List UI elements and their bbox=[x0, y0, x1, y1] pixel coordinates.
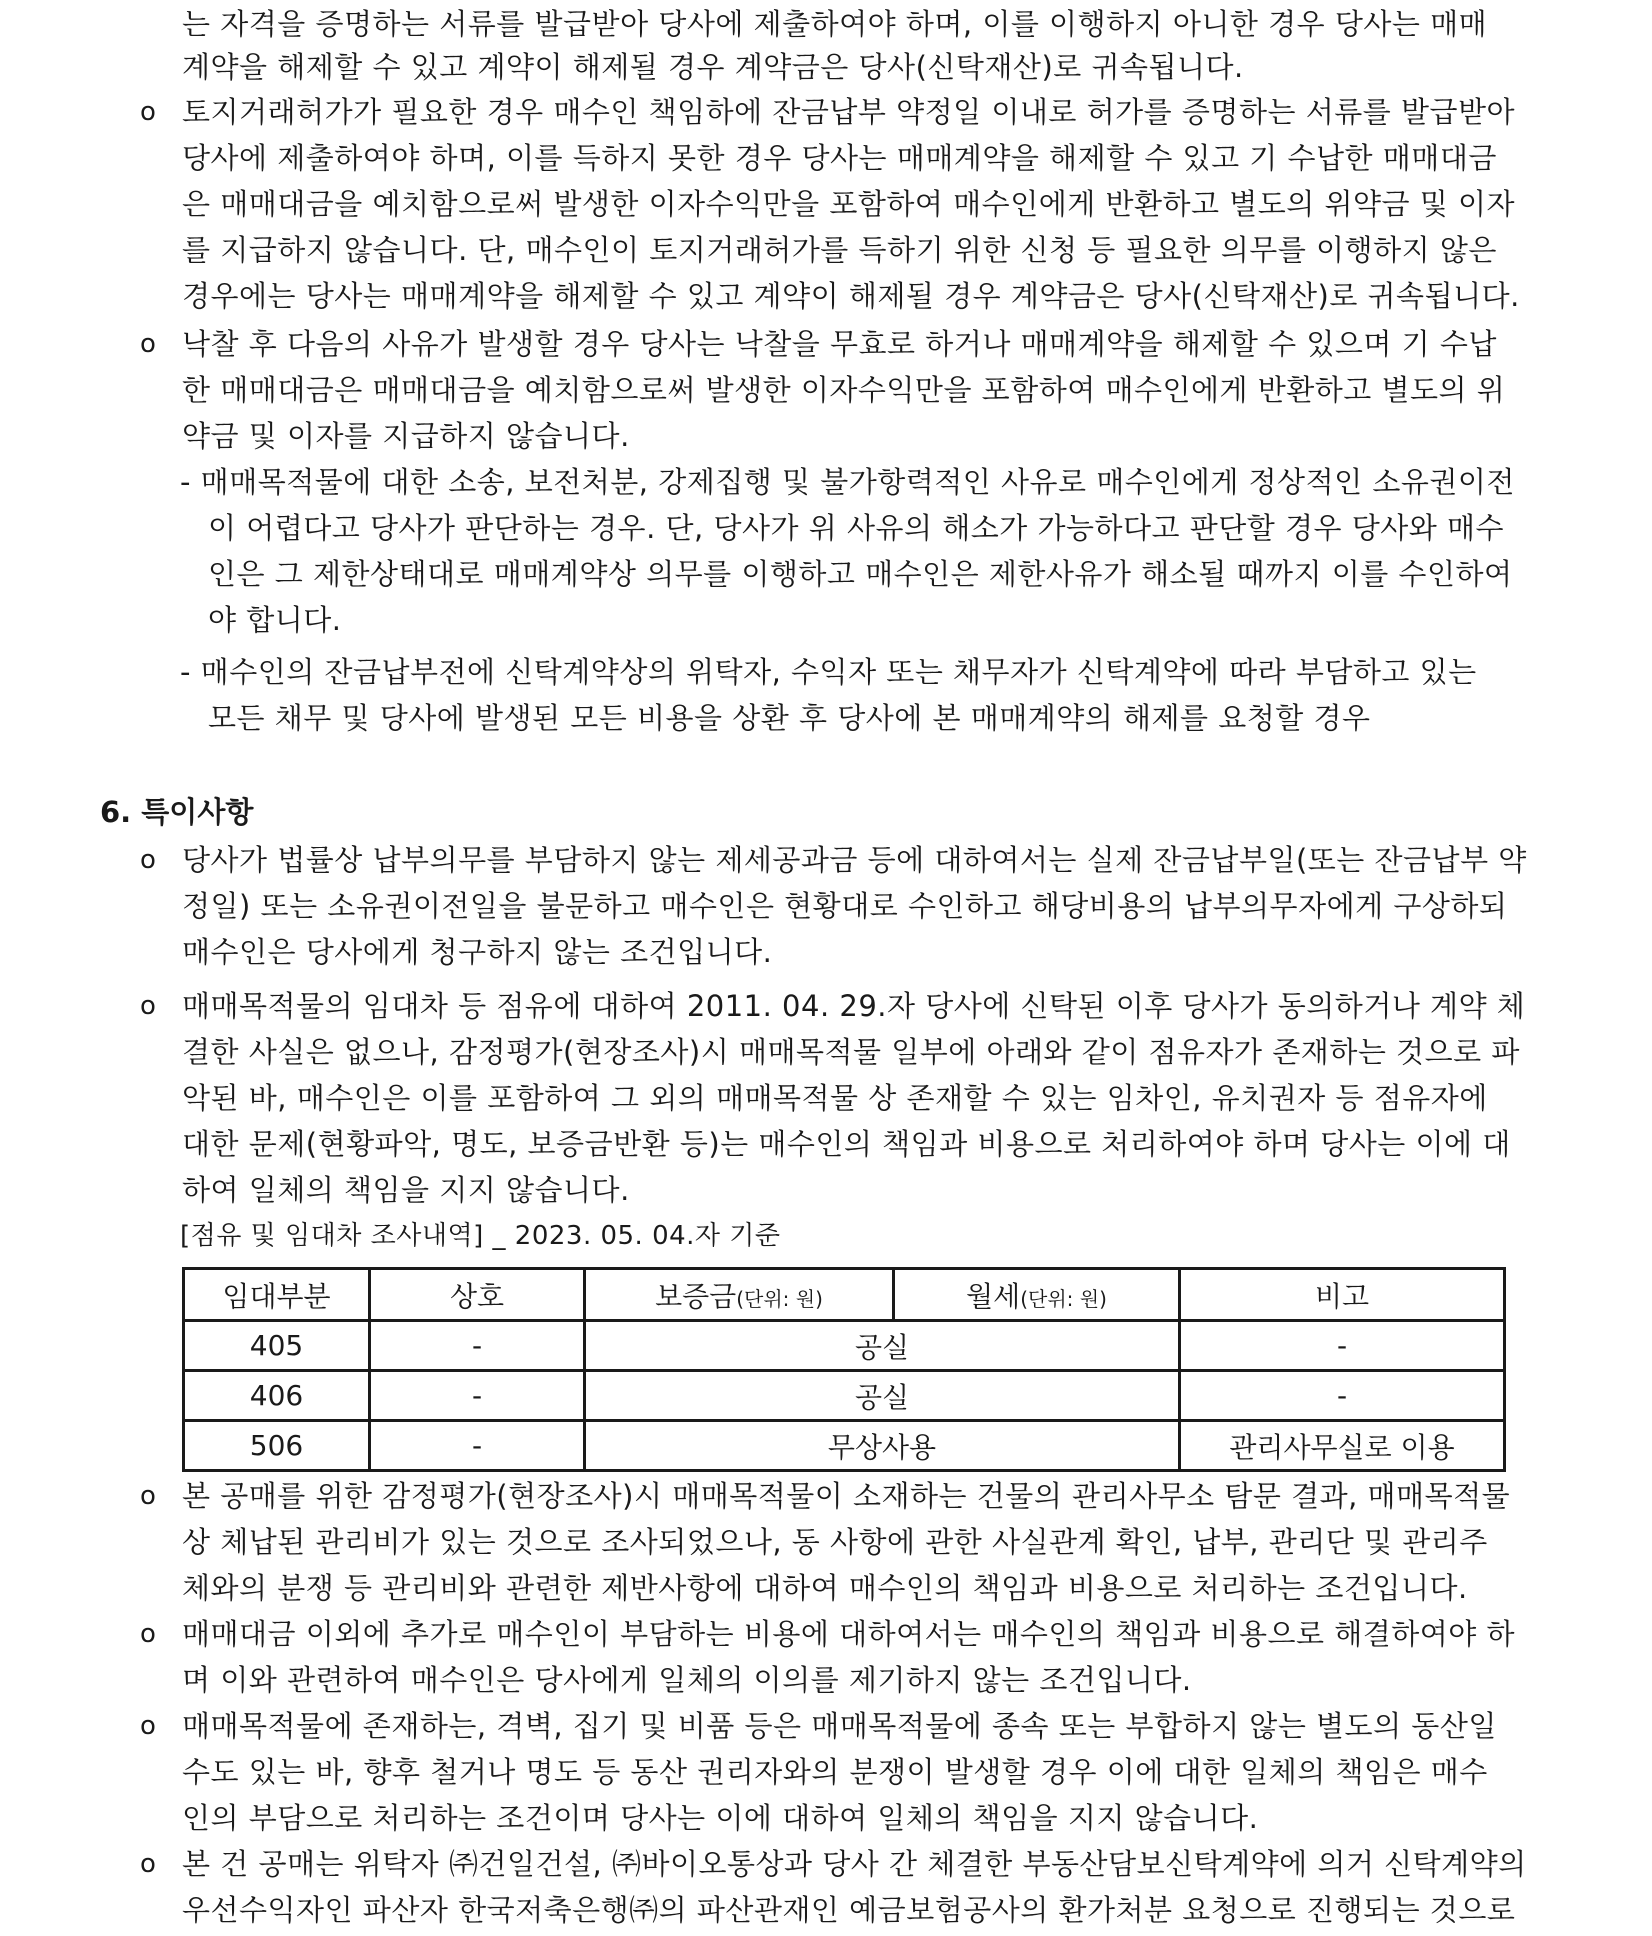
text-line: 경우에는 당사는 매매계약을 해제할 수 있고 계약이 해제될 경우 계약금은 당사(신탁재산)로 귀속됩니다. bbox=[182, 279, 1520, 313]
table-row bbox=[184, 1321, 1505, 1371]
header-unit: (단위: 원) bbox=[736, 1286, 823, 1311]
cell-note: - bbox=[1180, 1371, 1505, 1421]
occupancy-table bbox=[182, 1267, 1506, 1472]
dash-item-line: 이 어렵다고 당사가 판단하는 경우. 단, 당사가 위 사유의 해소가 가능하다고 판단할 경우 당사와 매수 bbox=[208, 511, 1505, 545]
dash-item-line: 야 합니다. bbox=[208, 603, 342, 637]
cell-merged: 무상사용 bbox=[585, 1421, 1180, 1471]
bullet-marker: o bbox=[140, 1619, 156, 1649]
header-label: 월세 bbox=[966, 1279, 1021, 1313]
cell-unit: 405 bbox=[184, 1321, 370, 1371]
section-heading: 6. 특이사항 bbox=[100, 795, 254, 829]
text-line: 약금 및 이자를 지급하지 않습니다. bbox=[182, 419, 630, 453]
bullet-marker: o bbox=[140, 1711, 156, 1741]
text-line: 결한 사실은 없으나, 감정평가(현장조사)시 매매목적물 일부에 아래와 같이 점유자가 존재하는 것으로 파 bbox=[182, 1035, 1520, 1069]
dash-item-line: - 매수인의 잔금납부전에 신탁계약상의 위탁자, 수익자 또는 채무자가 신탁계약에 따라 부담하고 있는 bbox=[180, 655, 1477, 689]
bullet-marker: o bbox=[140, 845, 156, 875]
table-row bbox=[184, 1421, 1505, 1471]
dash-item-line: 인은 그 제한상태대로 매매계약상 의무를 이행하고 매수인은 제한사유가 해소될 때까지 이를 수인하여 bbox=[208, 557, 1513, 591]
text-line: 수도 있는 바, 향후 철거나 명도 등 동산 권리자와의 분쟁이 발생할 경우 이에 대한 일체의 책임은 매수 bbox=[182, 1755, 1488, 1789]
cell-name: - bbox=[370, 1421, 585, 1471]
bullet-marker: o bbox=[140, 97, 156, 127]
text-line: 본 건 공매는 위탁자 ㈜건일건설, ㈜바이오통상과 당사 간 체결한 부동산담보신탁계약에 의거 신탁계약의 bbox=[182, 1847, 1527, 1881]
cell-note: - bbox=[1180, 1321, 1505, 1371]
table-header-row bbox=[184, 1269, 1505, 1321]
text-line: 매매대금 이외에 추가로 매수인이 부담하는 비용에 대하여서는 매수인의 책임과 비용으로 해결하여야 하 bbox=[182, 1617, 1516, 1651]
text-line: 하여 일체의 책임을 지지 않습니다. bbox=[182, 1173, 630, 1207]
text-line: 한 매매대금은 매매대금을 예치함으로써 발생한 이자수익만을 포함하여 매수인에게 반환하고 별도의 위 bbox=[182, 373, 1506, 407]
cell-unit: 506 bbox=[184, 1421, 370, 1471]
bullet-marker: o bbox=[140, 991, 156, 1021]
bullet-marker: o bbox=[140, 1481, 156, 1511]
header-cell: 비고 bbox=[1180, 1269, 1505, 1321]
text-line: 체와의 분쟁 등 관리비와 관련한 제반사항에 대하여 매수인의 책임과 비용으로 처리하는 조건입니다. bbox=[182, 1571, 1468, 1605]
text-line: 본 공매를 위한 감정평가(현장조사)시 매매목적물이 소재하는 건물의 관리사무소 탐문 결과, 매매목적물 bbox=[182, 1479, 1511, 1513]
text-line: 당사가 법률상 납부의무를 부담하지 않는 제세공과금 등에 대하여서는 실제 잔금납부일(또는 잔금납부 약 bbox=[182, 843, 1527, 877]
text-line: 당사에 제출하여야 하며, 이를 득하지 못한 경우 당사는 매매계약을 해제할 수 있고 기 수납한 매매대금 bbox=[182, 141, 1497, 175]
cell-name: - bbox=[370, 1321, 585, 1371]
text-line: 계약을 해제할 수 있고 계약이 해제될 경우 계약금은 당사(신탁재산)로 귀속됩니다. bbox=[182, 50, 1244, 84]
text-line: 토지거래허가가 필요한 경우 매수인 책임하에 잔금납부 약정일 이내로 허가를 증명하는 서류를 발급받아 bbox=[182, 95, 1516, 129]
cell-merged: 공실 bbox=[585, 1321, 1180, 1371]
text-line: 정일) 또는 소유권이전일을 불문하고 매수인은 현황대로 수인하고 해당비용의 납부의무자에게 구상하되 bbox=[182, 889, 1508, 923]
table-caption: [점유 및 임대차 조사내역] _ 2023. 05. 04.자 기준 bbox=[180, 1221, 781, 1251]
cell-note: 관리사무실로 이용 bbox=[1180, 1421, 1505, 1471]
header-cell bbox=[894, 1269, 1180, 1321]
header-cell bbox=[585, 1269, 894, 1321]
text-line: 매수인은 당사에게 청구하지 않는 조건입니다. bbox=[182, 935, 773, 969]
cell-merged: 공실 bbox=[585, 1371, 1180, 1421]
text-line: 매매목적물의 임대차 등 점유에 대하여 2011. 04. 29.자 당사에 신탁된 이후 당사가 동의하거나 계약 체 bbox=[182, 989, 1526, 1023]
text-line: 상 체납된 관리비가 있는 것으로 조사되었으나, 동 사항에 관한 사실관계 확인, 납부, 관리단 및 관리주 bbox=[182, 1525, 1488, 1559]
text-line: 악된 바, 매수인은 이를 포함하여 그 외의 매매목적물 상 존재할 수 있는 임차인, 유치권자 등 점유자에 bbox=[182, 1081, 1488, 1115]
text-line: 인의 부담으로 처리하는 조건이며 당사는 이에 대하여 일체의 책임을 지지 않습니다. bbox=[182, 1801, 1259, 1835]
header-cell: 상호 bbox=[370, 1269, 585, 1321]
dash-item-line: 모든 채무 및 당사에 발생된 모든 비용을 상환 후 당사에 본 매매계약의 해제를 요청할 경우 bbox=[208, 701, 1371, 735]
header-cell: 임대부분 bbox=[184, 1269, 370, 1321]
text-line: 낙찰 후 다음의 사유가 발생할 경우 당사는 낙찰을 무효로 하거나 매매계약을 해제할 수 있으며 기 수납 bbox=[182, 327, 1497, 361]
dash-item-line: - 매매목적물에 대한 소송, 보전처분, 강제집행 및 불가항력적인 사유로 매수인에게 정상적인 소유권이전 bbox=[180, 465, 1515, 499]
text-line: 는 자격을 증명하는 서류를 발급받아 당사에 제출하여야 하며, 이를 이행하지 아니한 경우 당사는 매매 bbox=[182, 7, 1488, 41]
text-line: 은 매매대금을 예치함으로써 발생한 이자수익만을 포함하여 매수인에게 반환하고 별도의 위약금 및 이자 bbox=[182, 187, 1516, 221]
cell-unit: 406 bbox=[184, 1371, 370, 1421]
bullet-marker: o bbox=[140, 329, 156, 359]
header-unit: (단위: 원) bbox=[1020, 1286, 1107, 1311]
text-line: 우선수익자인 파산자 한국저축은행㈜의 파산관재인 예금보험공사의 환가처분 요청으로 진행되는 것으로 bbox=[182, 1893, 1516, 1927]
bullet-marker: o bbox=[140, 1849, 156, 1879]
text-line: 며 이와 관련하여 매수인은 당사에게 일체의 이의를 제기하지 않는 조건입니다. bbox=[182, 1663, 1192, 1697]
text-line: 매매목적물에 존재하는, 격벽, 집기 및 비품 등은 매매목적물에 종속 또는 부합하지 않는 별도의 동산일 bbox=[182, 1709, 1497, 1743]
text-line: 를 지급하지 않습니다. 단, 매수인이 토지거래허가를 득하기 위한 신청 등 필요한 의무를 이행하지 않은 bbox=[182, 233, 1497, 267]
text-line: 대한 문제(현황파악, 명도, 보증금반환 등)는 매수인의 책임과 비용으로 처리하여야 하며 당사는 이에 대 bbox=[182, 1127, 1511, 1161]
cell-name: - bbox=[370, 1371, 585, 1421]
table-row bbox=[184, 1371, 1505, 1421]
header-label: 보증금 bbox=[655, 1279, 737, 1313]
